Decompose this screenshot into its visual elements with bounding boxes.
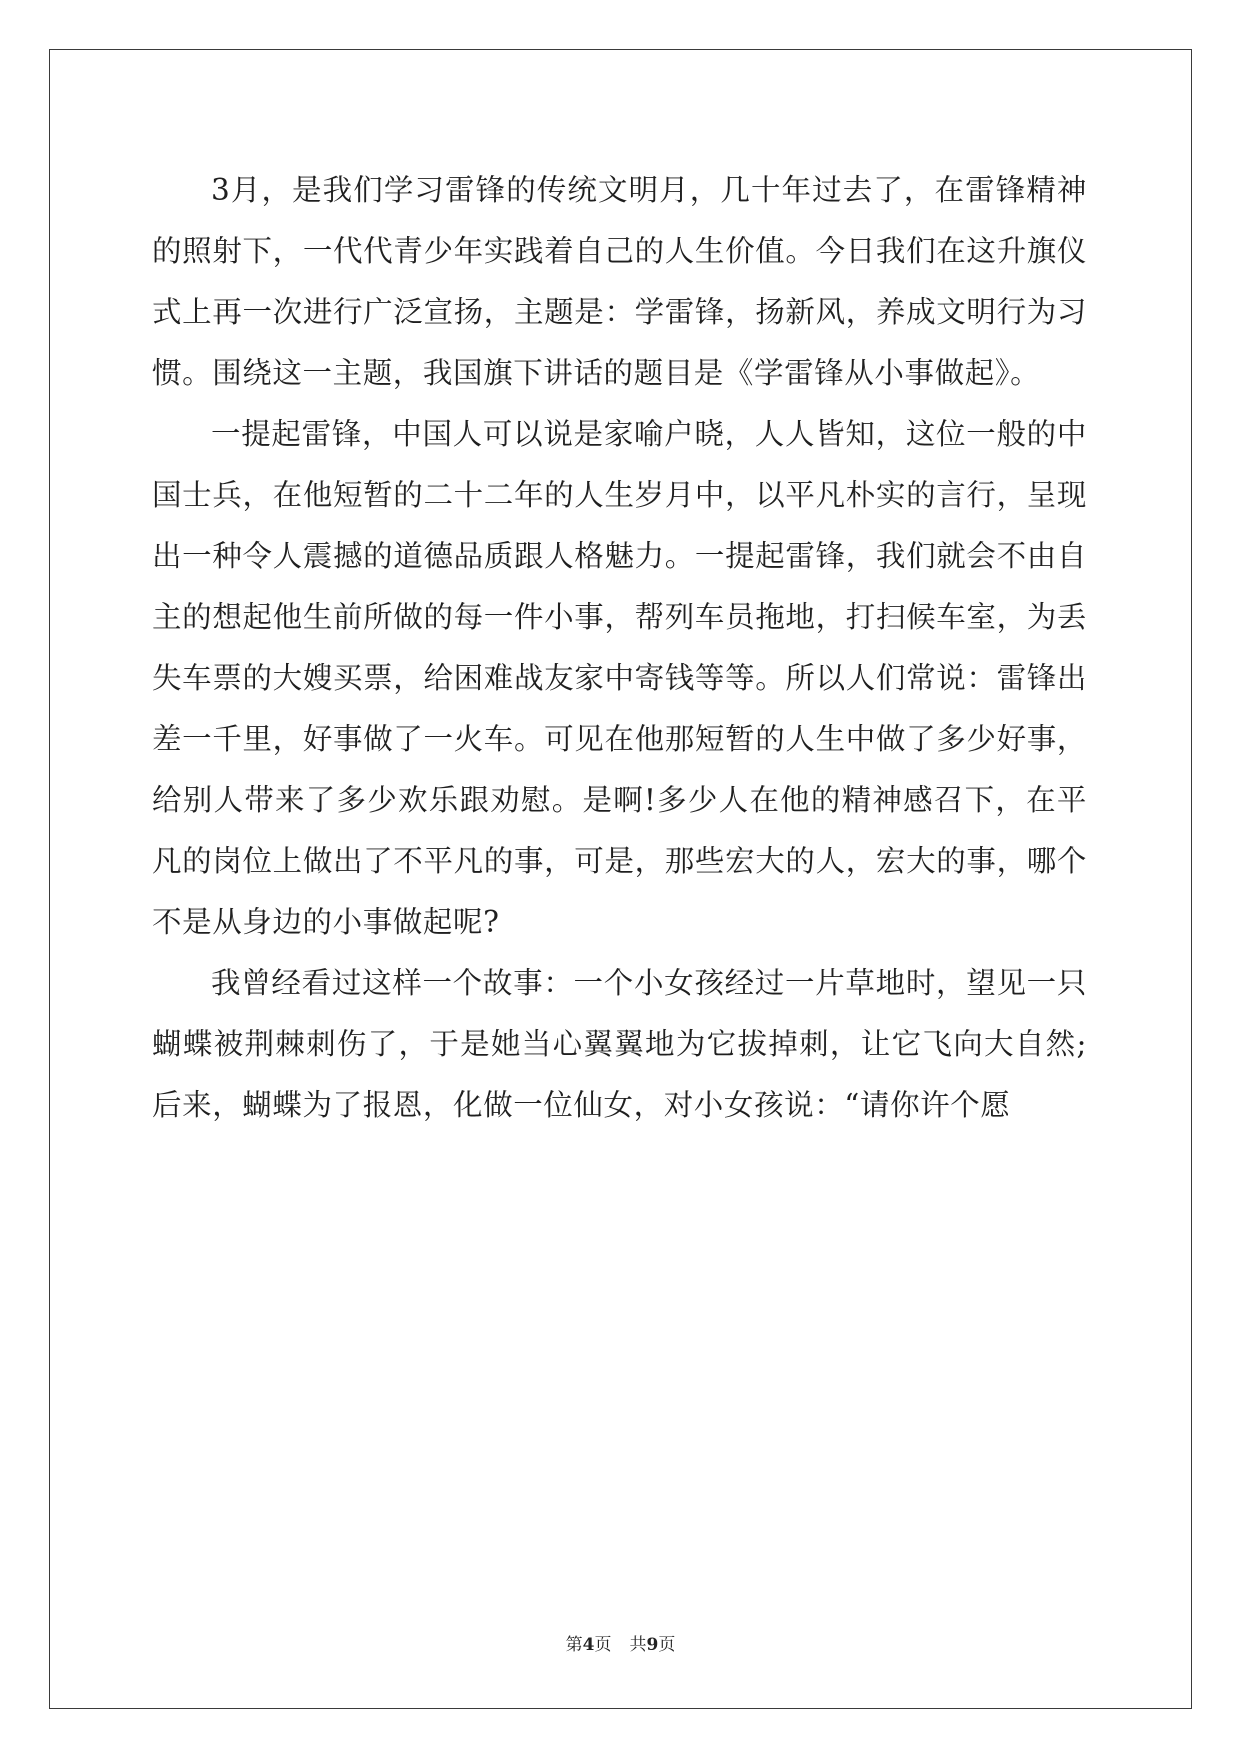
total-suffix: 页 <box>658 1635 676 1655</box>
paragraph-3: 我曾经看过这样一个故事：一个小女孩经过一片草地时，望见一只蝴蝶被荆棘刺伤了，于是她当心翼翼地为它拔掉刺，让它飞向大自然;后来，蝴蝶为了报恩，化做一位仙女，对小女孩说：“请你许个愿 <box>152 966 1087 1122</box>
paragraph-2: 一提起雷锋，中国人可以说是家喻户晓，人人皆知，这位一般的中国士兵，在他短暂的二十二年的人生岁月中，以平凡朴实的言行，呈现出一种令人震撼的道德品质跟人格魅力。一提起雷锋，我们就会不由自主的想起他生前所做的每一件小事，帮列车员拖地，打扫候车室，为丢失车票的大嫂买票，给困难战友家中寄钱等等。所以人们常说：雷锋出差一千里，好事做了一火车。可见在他那短暂的人生中做了多少好事，给别人带来了多少欢乐跟劝慰。是啊!多少人在他的精神感召下，在平凡的岗位上做出了不平凡的事，可是，那些宏大的人，宏大的事，哪个不是从身边的小事做起呢? <box>152 417 1087 939</box>
page-prefix: 第 <box>565 1635 583 1655</box>
page-suffix: 页 <box>594 1635 612 1655</box>
page-footer <box>0 1630 1241 1655</box>
paragraph-1: 3月，是我们学习雷锋的传统文明月，几十年过去了，在雷锋精神的照射下，一代代青少年实践着自己的人生价值。今日我们在这升旗仪式上再一次进行广泛宣扬，主题是：学雷锋，扬新风，养成文明行为习惯。围绕这一主题，我国旗下讲话的题目是《学雷锋从小事做起》。 <box>152 173 1087 390</box>
page-total-number: 9 <box>646 1635 659 1655</box>
page-current-number: 4 <box>582 1635 595 1655</box>
total-prefix: 共 <box>629 1635 647 1655</box>
document-body <box>152 160 1087 1136</box>
